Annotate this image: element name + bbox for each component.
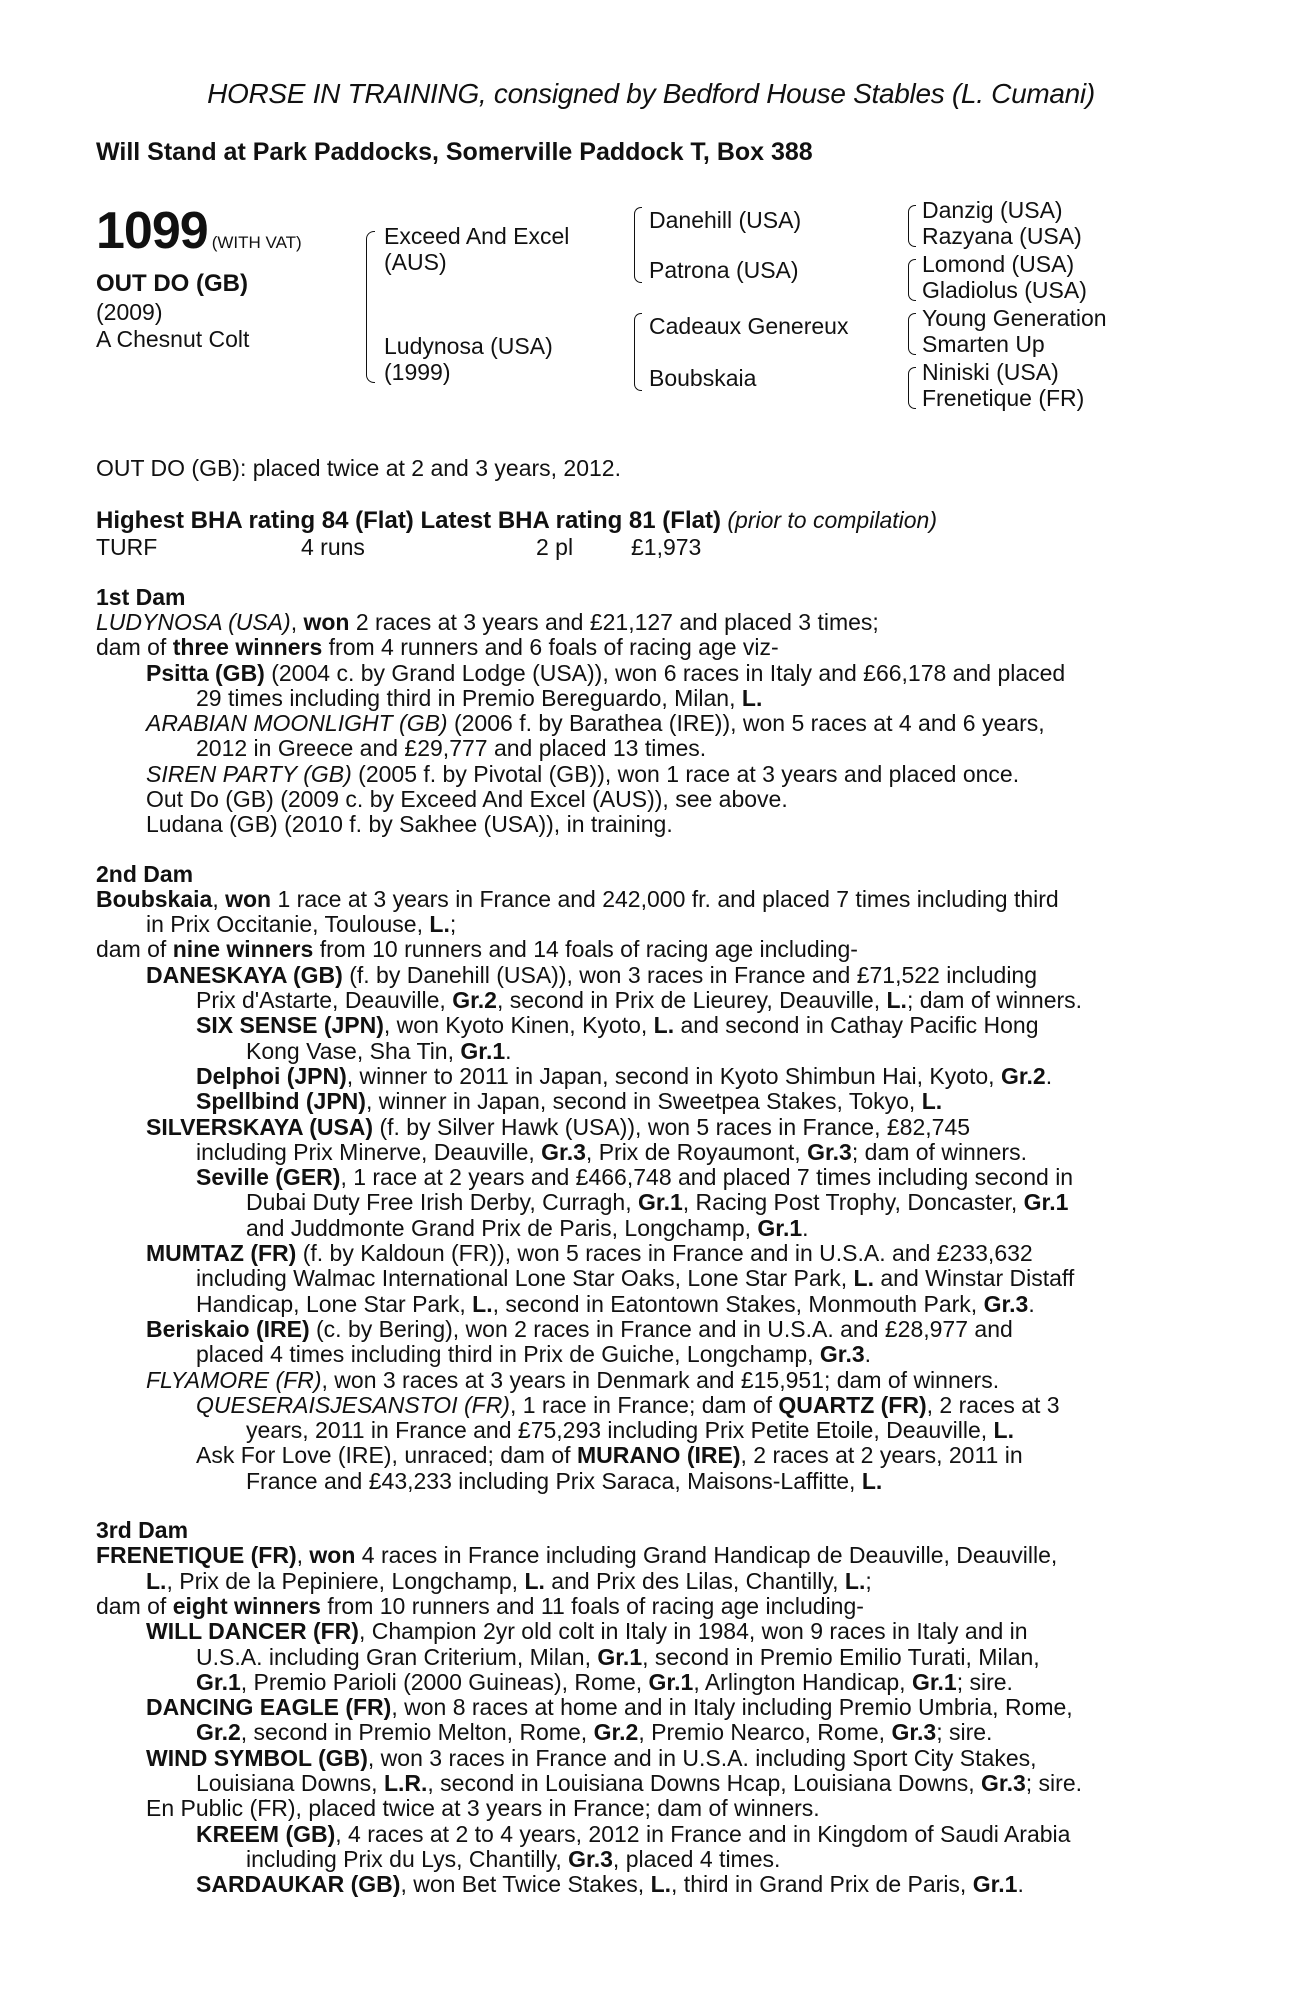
entry-name: FLYAMORE (FR) — [146, 1366, 322, 1393]
dam-name: Boubskaia — [96, 885, 213, 912]
grade: Gr.1 — [1023, 1189, 1069, 1216]
line — [96, 1317, 1206, 1342]
text: , placed 4 times. — [612, 1845, 781, 1872]
text: . — [1028, 1290, 1035, 1317]
text: ; sire. — [956, 1668, 1013, 1695]
text: 1 race at 3 years in France and 242,000 fr. and placed 7 times including third — [271, 885, 1059, 912]
dam-name-ital: LUDYNOSA (USA) — [96, 608, 291, 635]
text: ; sire. — [936, 1719, 993, 1746]
ped-dsd: Smarten Up — [922, 331, 1045, 357]
text: , won Bet Twice Stakes, — [400, 1871, 651, 1898]
ped-sds: Lomond (USA) — [922, 251, 1075, 277]
grade: Gr.1 — [911, 1668, 957, 1695]
vat-label: (WITH VAT) — [211, 233, 302, 252]
line — [96, 1342, 1206, 1367]
line — [96, 912, 1206, 937]
text: (f. by Danehill (USA)), won 3 races in France and £71,522 including — [342, 961, 1038, 988]
entry-name: QUARTZ (FR) — [778, 1391, 927, 1418]
entry-name: MUMTAZ (FR) — [146, 1240, 297, 1267]
text: 2 races at 3 years and £21,127 and placed 3 times; — [349, 608, 879, 635]
ped-sss: Danzig (USA) — [922, 197, 1063, 223]
record-earnings: £1,973 — [631, 533, 702, 560]
line — [96, 1746, 1206, 1771]
dam-year: (1999) — [384, 359, 451, 385]
grade: Gr.1 — [757, 1214, 803, 1241]
grade: L. — [472, 1290, 493, 1317]
third-dam-heading: 3rd Dam — [96, 1517, 189, 1544]
pedigree-brace-1 — [908, 205, 916, 247]
pedigree-brace-3 — [908, 313, 916, 355]
text: Kong Vase, Sha Tin, — [246, 1037, 461, 1064]
second-dam-heading: 2nd Dam — [96, 860, 194, 887]
grade: L. — [741, 684, 763, 711]
line — [96, 1115, 1206, 1140]
grade: L. — [853, 1265, 874, 1292]
line — [96, 1695, 1206, 1720]
line — [96, 1266, 1206, 1291]
text: . — [1017, 1871, 1024, 1898]
sire-sire: Danehill (USA) — [649, 207, 802, 233]
grade: L. — [146, 1567, 167, 1594]
first-dam-heading: 1st Dam — [96, 583, 186, 610]
grade: L. — [861, 1467, 883, 1494]
horse-description: A Chesnut Colt — [96, 325, 250, 352]
text: , won 8 races at home and in Italy including Premio Umbria, Rome, — [391, 1694, 1073, 1721]
text: , winner in Japan, second in Sweetpea Stakes, Tokyo, — [365, 1088, 922, 1115]
text: , second in Louisiana Downs Hcap, Louisiana Downs, — [427, 1769, 982, 1796]
sire-dam: Patrona (USA) — [649, 257, 799, 283]
text: , won Kyoto Kinen, Kyoto, — [383, 1012, 654, 1039]
entry-name: Delphoi (JPN) — [196, 1062, 347, 1089]
pedigree-brace-2 — [908, 259, 916, 301]
line — [96, 887, 1206, 912]
line — [96, 1064, 1206, 1089]
text: ; dam of winners. — [851, 1138, 1027, 1165]
entry-name: DANCING EAGLE (FR) — [146, 1694, 392, 1721]
race-summary: OUT DO (GB): placed twice at 2 and 3 years, 2012. — [96, 455, 621, 481]
pedigree-brace-4 — [908, 367, 916, 409]
text: from 10 runners and 11 foals of racing age including- — [320, 1592, 864, 1619]
entry-name: QUESERAISJESANSTOI (FR) — [196, 1391, 510, 1418]
grade: Gr.3 — [891, 1719, 937, 1746]
text: , — [290, 608, 304, 635]
text: including Walmac International Lone Star Oaks, Lone Star Park, — [196, 1265, 854, 1292]
line — [96, 1013, 1206, 1038]
text: and Juddmonte Grand Prix de Paris, Longchamp, — [246, 1214, 758, 1241]
text: and Prix des Lilas, Chantilly, — [544, 1567, 845, 1594]
entry-name: Psitta (GB) — [146, 659, 265, 686]
text: . — [864, 1341, 872, 1368]
entry-name: SARDAUKAR (GB) — [196, 1871, 401, 1898]
grade: L. — [650, 1871, 672, 1898]
line — [96, 1165, 1206, 1190]
entry-name: KREEM (GB) — [196, 1820, 336, 1847]
text: , second in Premio Melton, Rome, — [240, 1719, 594, 1746]
line — [96, 1140, 1206, 1165]
text: and Winstar Distaff — [874, 1265, 1075, 1292]
record-surface: TURF — [96, 533, 158, 560]
won-bold: won — [309, 1542, 356, 1569]
text: , 2 races at 2 years, 2011 in — [740, 1442, 1023, 1469]
lot-number: 1099 — [96, 202, 208, 260]
entry-name: SIREN PARTY (GB) — [146, 760, 352, 787]
grade: Gr.3 — [807, 1138, 852, 1165]
pedigree-brace-dam — [634, 313, 642, 391]
rating-note: (prior to compilation) — [727, 507, 937, 533]
produce-entry-cont: 2012 in Greece and £29,777 and placed 13 times. — [196, 735, 707, 762]
entry-name: MURANO (IRE) — [576, 1442, 741, 1469]
record-placed: 2 pl — [536, 533, 574, 560]
grade: L. — [653, 1012, 675, 1039]
text: ; — [449, 911, 457, 938]
text: Handicap, Lone Star Park, — [196, 1290, 473, 1317]
text: , Arlington Handicap, — [693, 1668, 912, 1695]
line — [96, 1216, 1206, 1241]
text: , Racing Post Trophy, Doncaster, — [682, 1189, 1024, 1216]
text: Dubai Duty Free Irish Derby, Curragh, — [246, 1189, 638, 1216]
won-bold: won — [303, 608, 350, 635]
produce-entry — [96, 661, 1206, 686]
catalogue-page — [96, 78, 1206, 1897]
grade: Gr.1 — [597, 1643, 643, 1670]
first-dam-line — [96, 610, 1206, 635]
line — [96, 1872, 1206, 1897]
horse-name: OUT DO (GB) — [96, 270, 248, 298]
line — [96, 1393, 1206, 1418]
text: , Prix de la Pepiniere, Longchamp, — [166, 1567, 525, 1594]
line — [96, 1645, 1206, 1670]
grade: L.R. — [383, 1769, 428, 1796]
page-header: HORSE IN TRAINING, consigned by Bedford House Stables (L. Cumani) — [207, 78, 1095, 109]
text: 4 races in France including Grand Handicap de Deauville, Deauville, — [355, 1542, 1058, 1569]
text: , Premio Nearco, Rome, — [638, 1719, 892, 1746]
text: dam of — [96, 1592, 173, 1619]
grade: Gr.2 — [196, 1719, 241, 1746]
text: . — [1045, 1062, 1053, 1089]
grade: Gr.3 — [983, 1290, 1029, 1317]
grade: L. — [886, 987, 907, 1014]
text: , won 3 races at 3 years in Denmark and £15,951; dam of winners. — [321, 1366, 1000, 1393]
text: (2005 f. by Pivotal (GB)), won 1 race at 3 years and placed once. — [351, 760, 1020, 787]
grade: Gr.1 — [460, 1037, 506, 1064]
text: and second in Cathay Pacific Hong — [674, 1012, 1039, 1039]
text: Ask For Love (IRE), unraced; dam of — [196, 1442, 577, 1469]
first-dam-produce-line — [96, 635, 1206, 660]
grade: L. — [921, 1088, 943, 1115]
ped-sdd: Gladiolus (USA) — [922, 277, 1087, 303]
line — [96, 1089, 1206, 1114]
record-runs: 4 runs — [301, 533, 365, 560]
first-dam-section — [96, 585, 1206, 838]
text: ; dam of winners. — [906, 987, 1083, 1014]
line — [96, 937, 1206, 962]
text: (f. by Silver Hawk (USA)), won 5 races in France, £82,745 — [373, 1113, 971, 1140]
grade: L. — [524, 1567, 545, 1594]
line — [96, 1292, 1206, 1317]
text: , — [296, 1542, 310, 1569]
rating-text: Highest BHA rating 84 (Flat) Latest BHA rating 81 (Flat) — [96, 507, 721, 534]
winners-bold: three winners — [172, 634, 323, 661]
grade: Gr.3 — [819, 1341, 865, 1368]
line — [96, 1670, 1206, 1695]
dam-name: FRENETIQUE (FR) — [96, 1542, 297, 1569]
ped-ddd: Frenetique (FR) — [922, 385, 1085, 411]
line — [96, 1418, 1206, 1443]
text: U.S.A. including Gran Criterium, Milan, — [196, 1643, 598, 1670]
winners-bold: eight winners — [172, 1592, 321, 1619]
text: (2006 f. by Barathea (IRE)), won 5 races at 4 and 6 years, — [447, 710, 1045, 737]
text: , 1 race in France; dam of — [509, 1391, 779, 1418]
text: , 2 races at 3 — [926, 1391, 1060, 1418]
entry-name: ARABIAN MOONLIGHT (GB) — [146, 710, 448, 737]
text: including Prix du Lys, Chantilly, — [246, 1845, 569, 1872]
text: dam of — [96, 936, 173, 963]
text: , second in Prix de Lieurey, Deauville, — [496, 987, 887, 1014]
text: , third in Grand Prix de Paris, — [671, 1871, 973, 1898]
entry-name: SILVERSKAYA (USA) — [146, 1113, 374, 1140]
produce-entry: Ludana (GB) (2010 f. by Sakhee (USA)), in training. — [146, 811, 673, 838]
grade: L. — [993, 1417, 1014, 1444]
text: France and £43,233 including Prix Saraca, Maisons-Laffitte, — [246, 1467, 862, 1494]
line — [96, 1543, 1206, 1568]
pedigree-brace-sire — [634, 207, 642, 283]
text: . — [505, 1037, 512, 1064]
line — [96, 963, 1206, 988]
grade: Gr.1 — [972, 1871, 1018, 1898]
text: ; sire. — [1025, 1769, 1083, 1796]
line — [96, 1039, 1206, 1064]
second-dam-section — [96, 862, 1206, 1494]
grade: Gr.1 — [648, 1668, 694, 1695]
text: (c. by Bering), won 2 races in France and in U.S.A. and £28,977 and — [309, 1315, 1013, 1342]
grade: Gr.2 — [593, 1719, 639, 1746]
text: (2004 c. by Grand Lodge (USA)), won 6 races in Italy and £66,178 and placed — [264, 659, 1066, 686]
grade: Gr.1 — [638, 1189, 683, 1216]
entry-name: SIX SENSE (JPN) — [196, 1012, 384, 1039]
dam-sire: Cadeaux Genereux — [649, 313, 849, 339]
line — [96, 1847, 1206, 1872]
horse-year: (2009) — [96, 298, 163, 325]
text: ; — [865, 1567, 872, 1594]
ped-ssd: Razyana (USA) — [922, 223, 1082, 249]
line — [96, 1720, 1206, 1745]
text: years, 2011 in France and £75,293 including Prix Petite Etoile, Deauville, — [246, 1417, 994, 1444]
race-record — [96, 535, 1206, 561]
lot-info — [96, 201, 302, 353]
line: En Public (FR), placed twice at 3 years in France; dam of winners. — [146, 1795, 820, 1822]
grade: Gr.3 — [541, 1138, 586, 1165]
text: , — [212, 885, 226, 912]
winners-bold: nine winners — [172, 936, 314, 963]
text: including Prix Minerve, Deauville, — [196, 1138, 542, 1165]
grade: Gr.3 — [568, 1845, 613, 1872]
entry-name: Seville (GER) — [196, 1164, 341, 1191]
grade: L. — [429, 911, 450, 938]
grade: Gr.1 — [196, 1668, 241, 1695]
entry-name: WIND SYMBOL (GB) — [146, 1744, 368, 1771]
grade: L. — [844, 1567, 866, 1594]
grade: Gr.3 — [981, 1769, 1026, 1796]
text: , Premio Parioli (2000 Guineas), Rome, — [240, 1668, 649, 1695]
line — [96, 1569, 1206, 1594]
dam-dam: Boubskaia — [649, 365, 757, 391]
line — [96, 1241, 1206, 1266]
text: dam of — [96, 634, 173, 661]
text: , second in Eatontown Stakes, Monmouth Park, — [492, 1290, 984, 1317]
line — [96, 1619, 1206, 1644]
text: Louisiana Downs, — [196, 1769, 384, 1796]
text: , 4 races at 2 to 4 years, 2012 in France and in Kingdom of Saudi Arabia — [335, 1820, 1071, 1847]
ped-dds: Niniski (USA) — [922, 359, 1059, 385]
won-bold: won — [225, 885, 272, 912]
produce-entry-cont — [96, 686, 1206, 711]
text: . — [802, 1214, 809, 1241]
entry-name: Spellbind (JPN) — [196, 1088, 366, 1115]
grade: Gr.2 — [1000, 1062, 1046, 1089]
pedigree-block — [96, 197, 1206, 429]
line — [96, 1822, 1206, 1847]
text: , winner to 2011 in Japan, second in Kyoto Shimbun Hai, Kyoto, — [346, 1062, 1001, 1089]
line — [96, 1190, 1206, 1215]
text: , Prix de Royaumont, — [585, 1138, 808, 1165]
text: from 4 runners and 6 foals of racing age viz- — [322, 634, 779, 661]
text: Prix d'Astarte, Deauville, — [196, 987, 453, 1014]
grade: Gr.2 — [452, 987, 497, 1014]
rating-block — [96, 508, 1206, 561]
third-dam-section — [96, 1518, 1206, 1897]
produce-entry — [96, 762, 1206, 787]
line — [96, 1469, 1206, 1494]
entry-name: WILL DANCER (FR) — [146, 1618, 359, 1645]
produce-entry — [96, 711, 1206, 736]
pedigree-brace-main — [366, 231, 375, 383]
line — [96, 1368, 1206, 1393]
produce-entry: Out Do (GB) (2009 c. by Exceed And Excel (AUS)), see above. — [146, 786, 788, 812]
line — [96, 988, 1206, 1013]
text: placed 4 times including third in Prix de Guiche, Longchamp, — [196, 1341, 820, 1368]
ped-dss: Young Generation — [922, 305, 1107, 331]
entry-name: DANESKAYA (GB) — [146, 961, 343, 988]
text: (f. by Kaldoun (FR)), won 5 races in France and in U.S.A. and £233,632 — [296, 1240, 1033, 1267]
text: , won 3 races in France and in U.S.A. including Sport City Stakes, — [367, 1744, 1037, 1771]
text: from 10 runners and 14 foals of racing age including- — [313, 936, 858, 963]
text: 29 times including third in Premio Bereguardo, Milan, — [196, 684, 742, 711]
text: , Champion 2yr old colt in Italy in 1984, won 9 races in Italy and in — [358, 1618, 1028, 1645]
text: , second in Premio Emilio Turati, Milan, — [642, 1643, 1040, 1670]
line — [96, 1443, 1206, 1468]
dam-name: Ludynosa (USA) — [384, 333, 553, 359]
stand-location: Will Stand at Park Paddocks, Somerville Paddock T, Box 388 — [96, 138, 813, 166]
line — [96, 1771, 1206, 1796]
entry-name: Beriskaio (IRE) — [146, 1315, 310, 1342]
text: in Prix Occitanie, Toulouse, — [146, 911, 430, 938]
sire-name: Exceed And Excel — [384, 223, 570, 249]
text: , 1 race at 2 years and £466,748 and placed 7 times including second in — [340, 1164, 1074, 1191]
sire-origin: (AUS) — [384, 249, 447, 275]
line — [96, 1594, 1206, 1619]
